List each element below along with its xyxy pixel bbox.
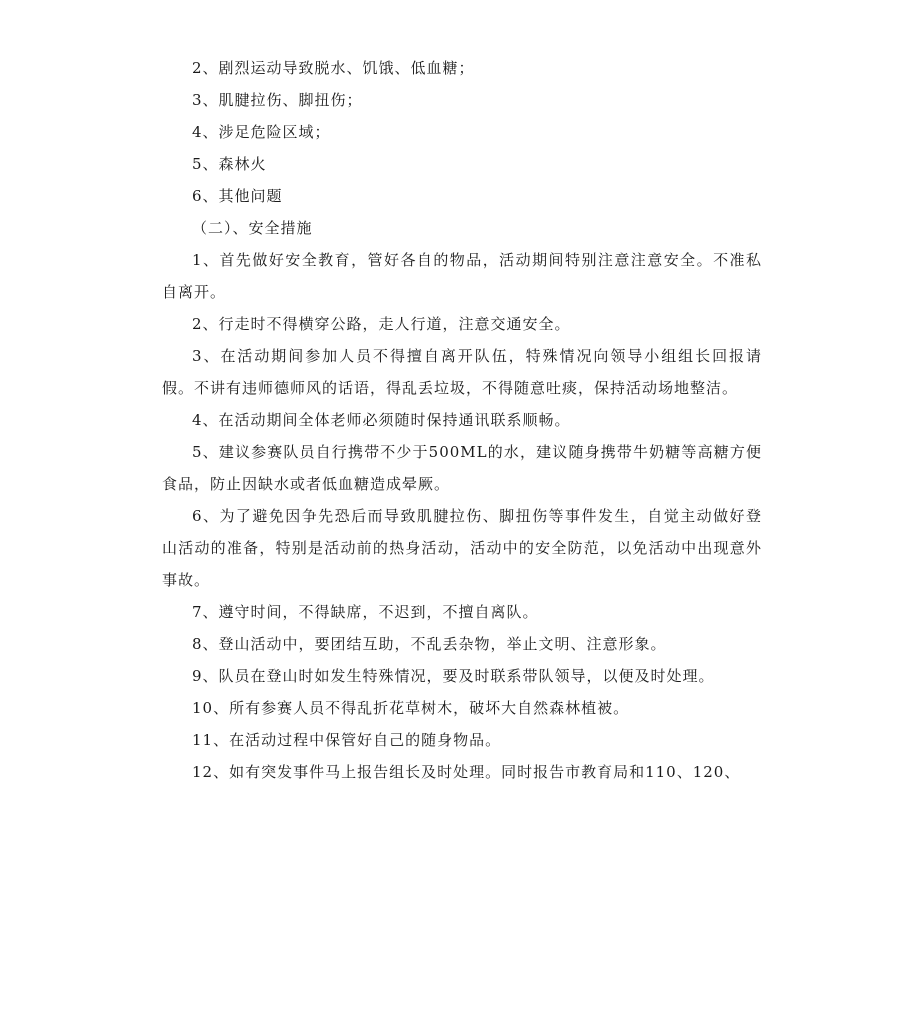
measure-paragraph: 2、行走时不得横穿公路，走人行道，注意交通安全。 <box>192 315 571 333</box>
risk-item: 6、其他问题 <box>192 187 283 205</box>
risk-item: 2、剧烈运动导致脱水、饥饿、低血糖； <box>192 59 475 77</box>
measure-paragraph: 6、为了避免因争先恐后而导致肌腱拉伤、脚扭伤等事件发生，自觉主动做好登山活动的准备，特别是活动前的热身活动，活动中的安全防范，以免活动中出现意外事故。 <box>162 507 762 589</box>
measure-paragraph: 9、队员在登山时如发生特殊情况，要及时联系带队领导，以便及时处理。 <box>192 667 715 685</box>
measure-paragraph: 3、在活动期间参加人员不得擅自离开队伍，特殊情况向领导小组组长回报请假。不讲有违师德师风的话语，得乱丢垃圾，不得随意吐痰，保持活动场地整洁。 <box>162 347 762 397</box>
risk-item: 5、森林火 <box>192 155 267 173</box>
measure-paragraph: 7、遵守时间，不得缺席，不迟到，不擅自离队。 <box>192 603 539 621</box>
measure-paragraph: 12、如有突发事件马上报告组长及时处理。同时报告市教育局和110、120、 <box>192 763 741 781</box>
measure-paragraph: 8、登山活动中，要团结互助，不乱丢杂物，举止文明、注意形象。 <box>192 635 667 653</box>
measure-paragraph: 10、所有参赛人员不得乱折花草树木，破坏大自然森林植被。 <box>192 699 630 717</box>
section-heading: （二）、安全措施 <box>192 219 313 237</box>
measure-paragraph: 1、首先做好安全教育，管好各自的物品，活动期间特别注意注意安全。不准私自离开。 <box>162 251 762 301</box>
measure-paragraph: 11、在活动过程中保管好自己的随身物品。 <box>192 731 502 749</box>
measure-paragraph: 5、建议参赛队员自行携带不少于500ML的水，建议随身携带牛奶糖等高糖方便食品，防止因缺水或者低血糖造成晕厥。 <box>162 443 762 493</box>
document-body <box>162 52 762 788</box>
risk-item: 4、涉足危险区域； <box>192 123 331 141</box>
risk-item: 3、肌腱拉伤、脚扭伤； <box>192 91 363 109</box>
measure-paragraph: 4、在活动期间全体老师必须随时保持通讯联系顺畅。 <box>192 411 571 429</box>
